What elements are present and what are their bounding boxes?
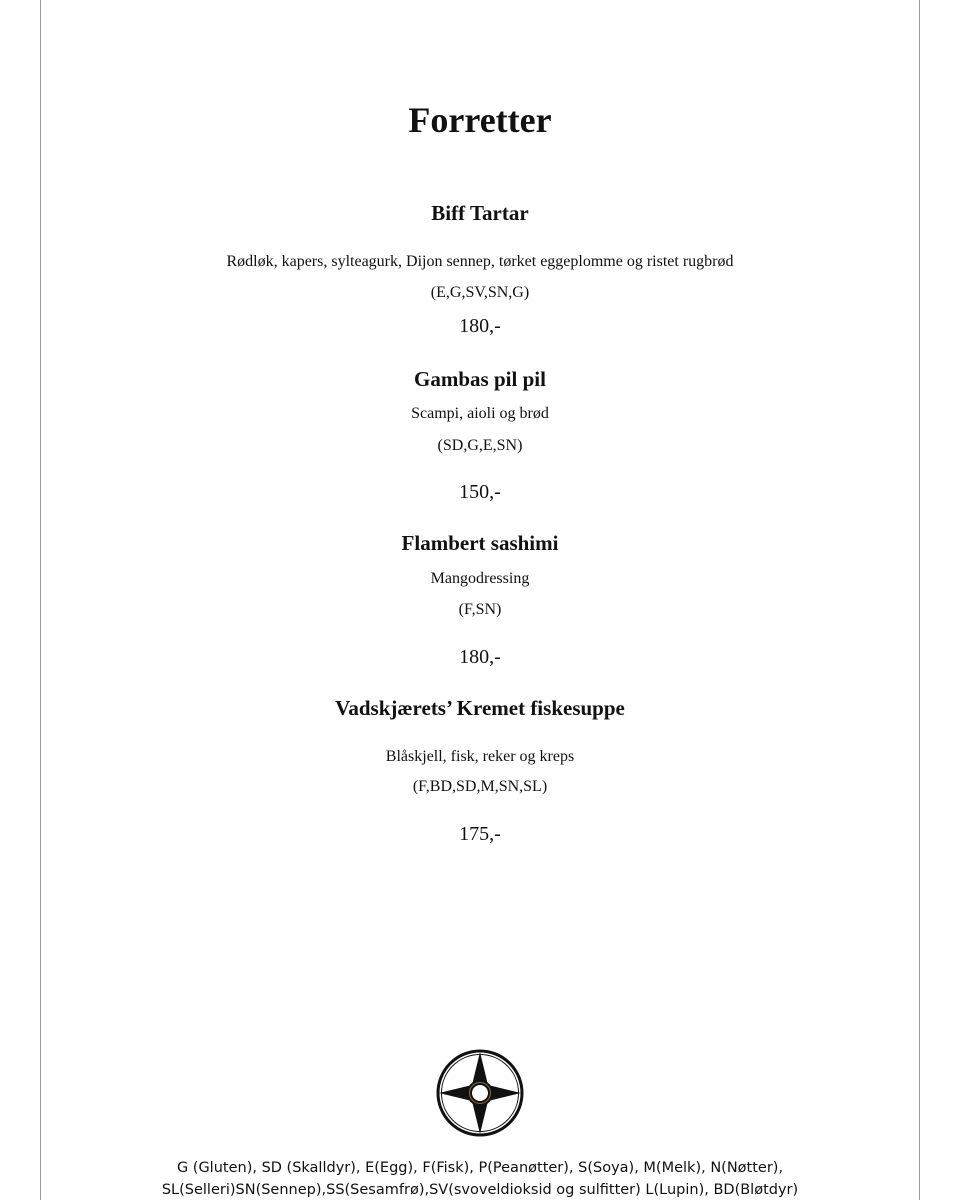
dish-price: 180,- bbox=[459, 646, 501, 668]
page-title: Forretter bbox=[408, 100, 552, 140]
dish-name: Vadskjærets’ Kremet fiskesuppe bbox=[335, 696, 625, 720]
dish-allergens: (F,BD,SD,M,SN,SL) bbox=[412, 778, 548, 795]
allergen-legend-line: G (Gluten), SD (Skalldyr), E(Egg), F(Fisk), P(Peanøtter), S(Soya), M(Melk), N(Nøtter), bbox=[176, 1160, 784, 1176]
allergen-legend-line: SL(Selleri)SN(Sennep),SS(Sesamfrø),SV(svoveldioksid og sulfitter) L(Lupin), BD(Bløtdyr) bbox=[161, 1182, 799, 1198]
dish-name: Flambert sashimi bbox=[401, 531, 559, 555]
dish-allergens: (E,G,SV,SN,G) bbox=[430, 284, 530, 301]
dish-name: Gambas pil pil bbox=[414, 367, 546, 391]
dish-price: 180,- bbox=[459, 315, 501, 337]
dish-allergens: (SD,G,E,SN) bbox=[437, 437, 523, 454]
dish-description: Blåskjell, fisk, reker og kreps bbox=[385, 748, 575, 765]
dish-price: 150,- bbox=[459, 481, 501, 503]
compass-rose-icon bbox=[435, 1048, 525, 1138]
dish-price: 175,- bbox=[459, 823, 501, 845]
dish-name: Biff Tartar bbox=[431, 201, 529, 225]
dish-description: Scampi, aioli og brød bbox=[411, 405, 549, 422]
dish-allergens: (F,SN) bbox=[458, 601, 502, 618]
dish-description: Mangodressing bbox=[430, 570, 530, 587]
dish-description: Rødløk, kapers, sylteagurk, Dijon sennep, tørket eggeplomme og ristet rugbrød bbox=[226, 253, 734, 270]
